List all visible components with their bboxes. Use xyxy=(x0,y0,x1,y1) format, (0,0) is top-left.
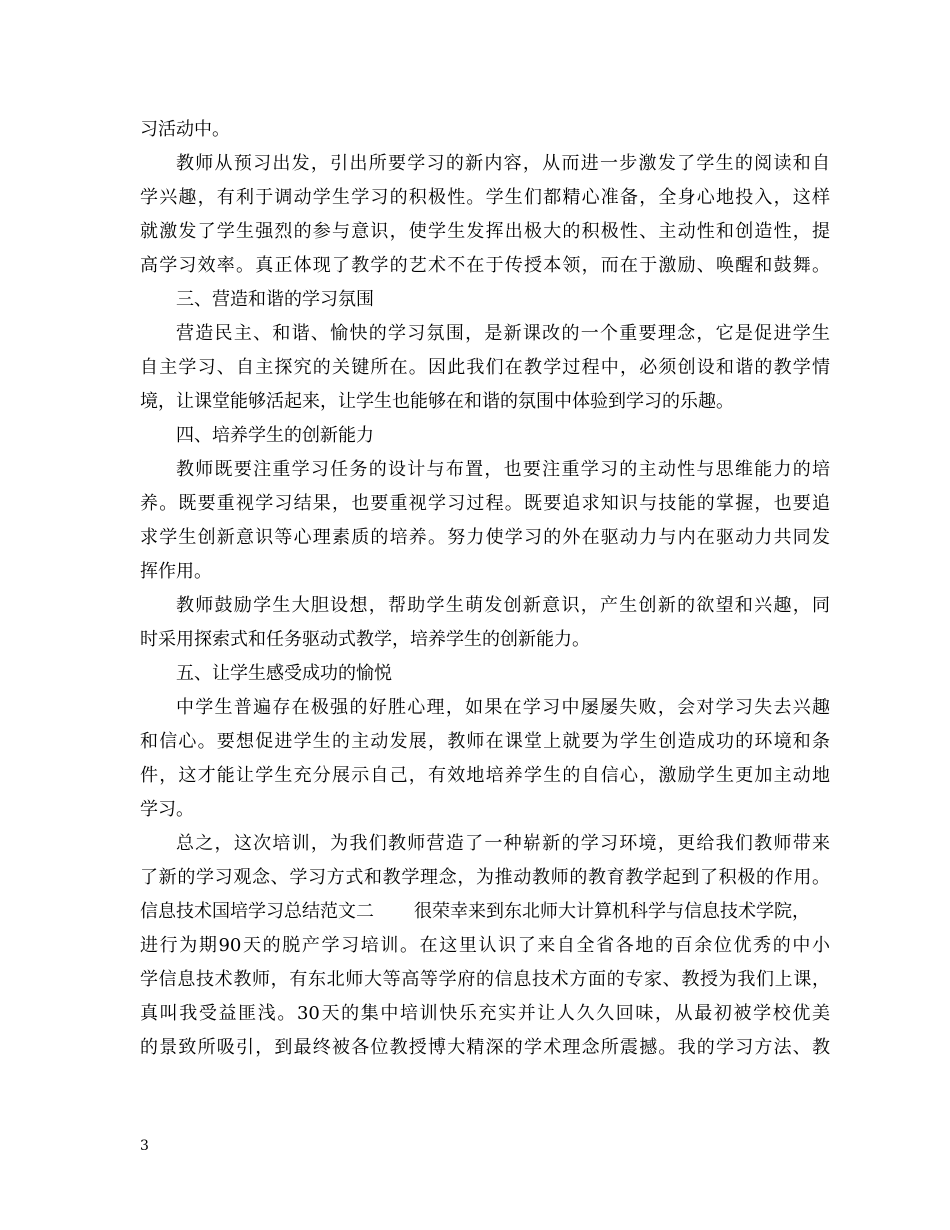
paragraph-5-line-1: 中学生普遍存在极强的好胜心理，如果在学习中屡屡失败，会对学习失去兴趣 xyxy=(176,697,830,718)
paragraph-2-line-1: 营造民主、和谐、愉快的学习氛围，是新课改的一个重要理念，它是促进学生 xyxy=(176,323,830,344)
section-heading-five: 五、让学生感受成功的愉悦 xyxy=(176,663,392,684)
paragraph-1-line-2: 学兴趣，有利于调动学生学习的积极性。学生们都精心准备，全身心地投入，这样 xyxy=(140,187,830,208)
paragraph-4-line-1: 教师鼓励学生大胆设想，帮助学生萌发创新意识，产生创新的欲望和兴趣，同 xyxy=(176,595,830,616)
paragraph-7-line-2: 学信息技术教师，有东北师大等高等学府的信息技术方面的专家、教授为我们上课， xyxy=(140,969,830,990)
paragraph-3-line-1: 教师既要注重学习任务的设计与布置，也要注重学习的主动性与思维能力的培 xyxy=(176,459,830,480)
paragraph-6-line-2: 了新的学习观念、学习方式和教学理念，为推动教师的教育教学起到了积极的作用。 xyxy=(140,867,830,888)
paragraph-3-line-2: 养。既要重视学习结果，也要重视学习过程。既要追求知识与技能的掌握，也要追 xyxy=(140,493,830,514)
paragraph-7-line-1: 进行为期90天的脱产学习培训。在这里认识了来自全省各地的百余位优秀的中小 xyxy=(140,935,830,956)
paragraph-1-line-3: 就激发了学生强烈的参与意识，使学生发挥出极大的积极性、主动性和创造性，提 xyxy=(140,221,830,242)
section-two-title: 信息技术国培学习总结范文二 xyxy=(140,901,374,922)
section-two-first-line: 很荣幸来到东北师大计算机科学与信息技术学院， xyxy=(414,901,810,922)
page-number: 3 xyxy=(140,1138,149,1154)
paragraph-7-line-3: 真叫我受益匪浅。30天的集中培训快乐充实并让人久久回味，从最初被学校优美 xyxy=(140,1003,830,1024)
paragraph-1-line-4: 高学习效率。真正体现了教学的艺术不在于传授本领，而在于激励、唤醒和鼓舞。 xyxy=(140,255,830,276)
paragraph-3-line-4: 挥作用。 xyxy=(140,561,212,582)
paragraph-3-line-3: 求学生创新意识等心理素质的培养。努力使学习的外在驱动力与内在驱动力共同发 xyxy=(140,527,830,548)
paragraph-4-line-2: 时采用探索式和任务驱动式教学，培养学生的创新能力。 xyxy=(140,629,590,650)
paragraph-1-line-1: 教师从预习出发，引出所要学习的新内容，从而进一步激发了学生的阅读和自 xyxy=(176,153,830,174)
paragraph-7-line-4: 的景致所吸引，到最终被各位教授博大精深的学术理念所震撼。我的学习方法、教 xyxy=(140,1037,830,1058)
paragraph-2-line-3: 境，让课堂能够活起来，让学生也能够在和谐的氛围中体验到学习的乐趣。 xyxy=(140,391,734,412)
section-heading-three: 三、营造和谐的学习氛围 xyxy=(176,289,374,310)
section-two-title-line xyxy=(140,895,830,929)
paragraph-5-line-4: 学习。 xyxy=(140,799,194,820)
section-heading-four: 四、培养学生的创新能力 xyxy=(176,425,374,446)
paragraph-2-line-2: 自主学习、自主探究的关键所在。因此我们在教学过程中，必须创设和谐的教学情 xyxy=(140,357,830,378)
paragraph-5-line-3: 件，这才能让学生充分展示自己，有效地培养学生的自信心，激励学生更加主动地 xyxy=(140,765,830,786)
page-body xyxy=(140,113,830,1065)
paragraph-6-line-1: 总之，这次培训，为我们教师营造了一种崭新的学习环境，更给我们教师带来 xyxy=(176,833,830,854)
text-line-continuation: 习活动中。 xyxy=(140,119,230,140)
paragraph-5-line-2: 和信心。要想促进学生的主动发展，教师在课堂上就要为学生创造成功的环境和条 xyxy=(140,731,830,752)
